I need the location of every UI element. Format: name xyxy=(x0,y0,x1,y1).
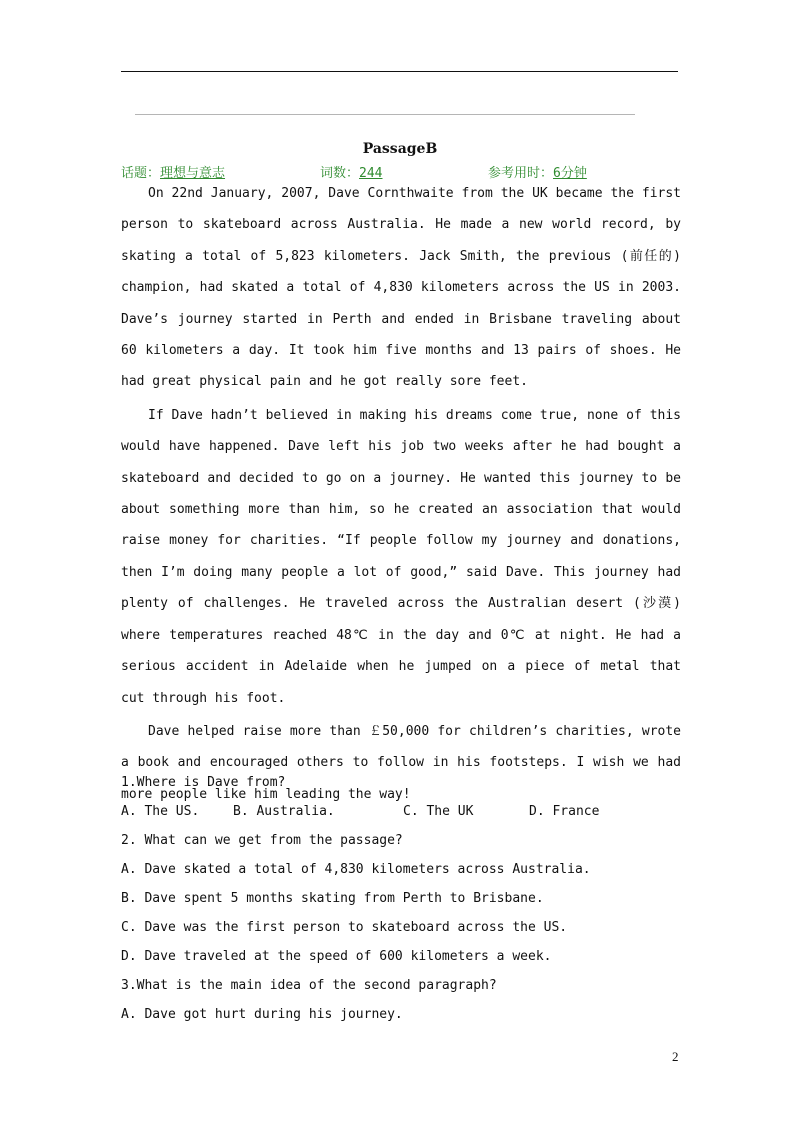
header-subrule xyxy=(135,114,635,115)
q2-option-b: B. Dave spent 5 months skating from Perth to Brisbane. xyxy=(121,891,544,906)
q1-option-c: C. The UK xyxy=(403,804,474,819)
question-list xyxy=(121,768,681,1029)
q1-option-a: A. The US. xyxy=(121,804,200,819)
meta-topic-value: 理想与意志 xyxy=(160,166,226,181)
meta-words-value: 244 xyxy=(359,166,383,181)
meta-topic-label: 话题： xyxy=(121,166,161,181)
question-1: 1.Where is Dave from? xyxy=(121,775,286,790)
paragraph-3: Dave helped raise more than ￡50,000 for children’s charities, wrote a book and encouraged others to follow in his footsteps. I wish we had more people like him leading the way! xyxy=(121,723,681,802)
header-rule xyxy=(121,71,678,72)
paragraph-1: On 22nd January, 2007, Dave Cornthwaite from the UK became the first person to skateboard across Australia. He made a new world record, by skating a total of 5,823 kilometers. Jack Smith, the previous (前任的) champion, had skated a total of 4,830 kilometers across the US in 2003. Dave’s journey started in Perth and ended in Brisbane traveling about 60 kilometers a day. It took him five months and 13 pairs of shoes. He had great physical pain and he got really sore feet. xyxy=(121,186,681,390)
q2-option-c: C. Dave was the first person to skateboard across the US. xyxy=(121,920,568,935)
q2-option-a: A. Dave skated a total of 4,830 kilometers across Australia. xyxy=(121,862,591,877)
meta-time-label: 参考用时： xyxy=(488,166,554,181)
q1-option-d: D. France xyxy=(529,804,600,819)
passage-title: PassageB xyxy=(362,141,438,157)
q1-option-b: B. Australia. xyxy=(233,804,335,819)
passage-body xyxy=(121,178,681,810)
q3-option-a: A. Dave got hurt during his journey. xyxy=(121,1007,403,1022)
q2-option-d: D. Dave traveled at the speed of 600 kilometers a week. xyxy=(121,949,552,964)
question-1-options xyxy=(121,797,681,826)
meta-words-label: 词数： xyxy=(320,166,360,181)
paragraph-2: If Dave hadn’t believed in making his dreams come true, none of this would have happened. Dave left his job two weeks after he had bought a skateboard and decided to go on a journey. He wanted this journey to be about something more than him, so he created an association that would raise money for charities. “If people follow my journey and donations, then I’m doing many people a lot of good,” said Dave. This journey had plenty of challenges. He traveled across the Australian desert (沙漠) where temperatures reached 48℃ in the day and 0℃ at night. He had a serious accident in Adelaide when he jumped on a piece of metal that cut through his foot. xyxy=(121,407,681,706)
question-3: 3.What is the main idea of the second paragraph? xyxy=(121,978,497,993)
question-2: 2. What can we get from the passage? xyxy=(121,833,403,848)
page-number: 2 xyxy=(672,1049,679,1064)
meta-time-value: 6分钟 xyxy=(553,166,587,181)
